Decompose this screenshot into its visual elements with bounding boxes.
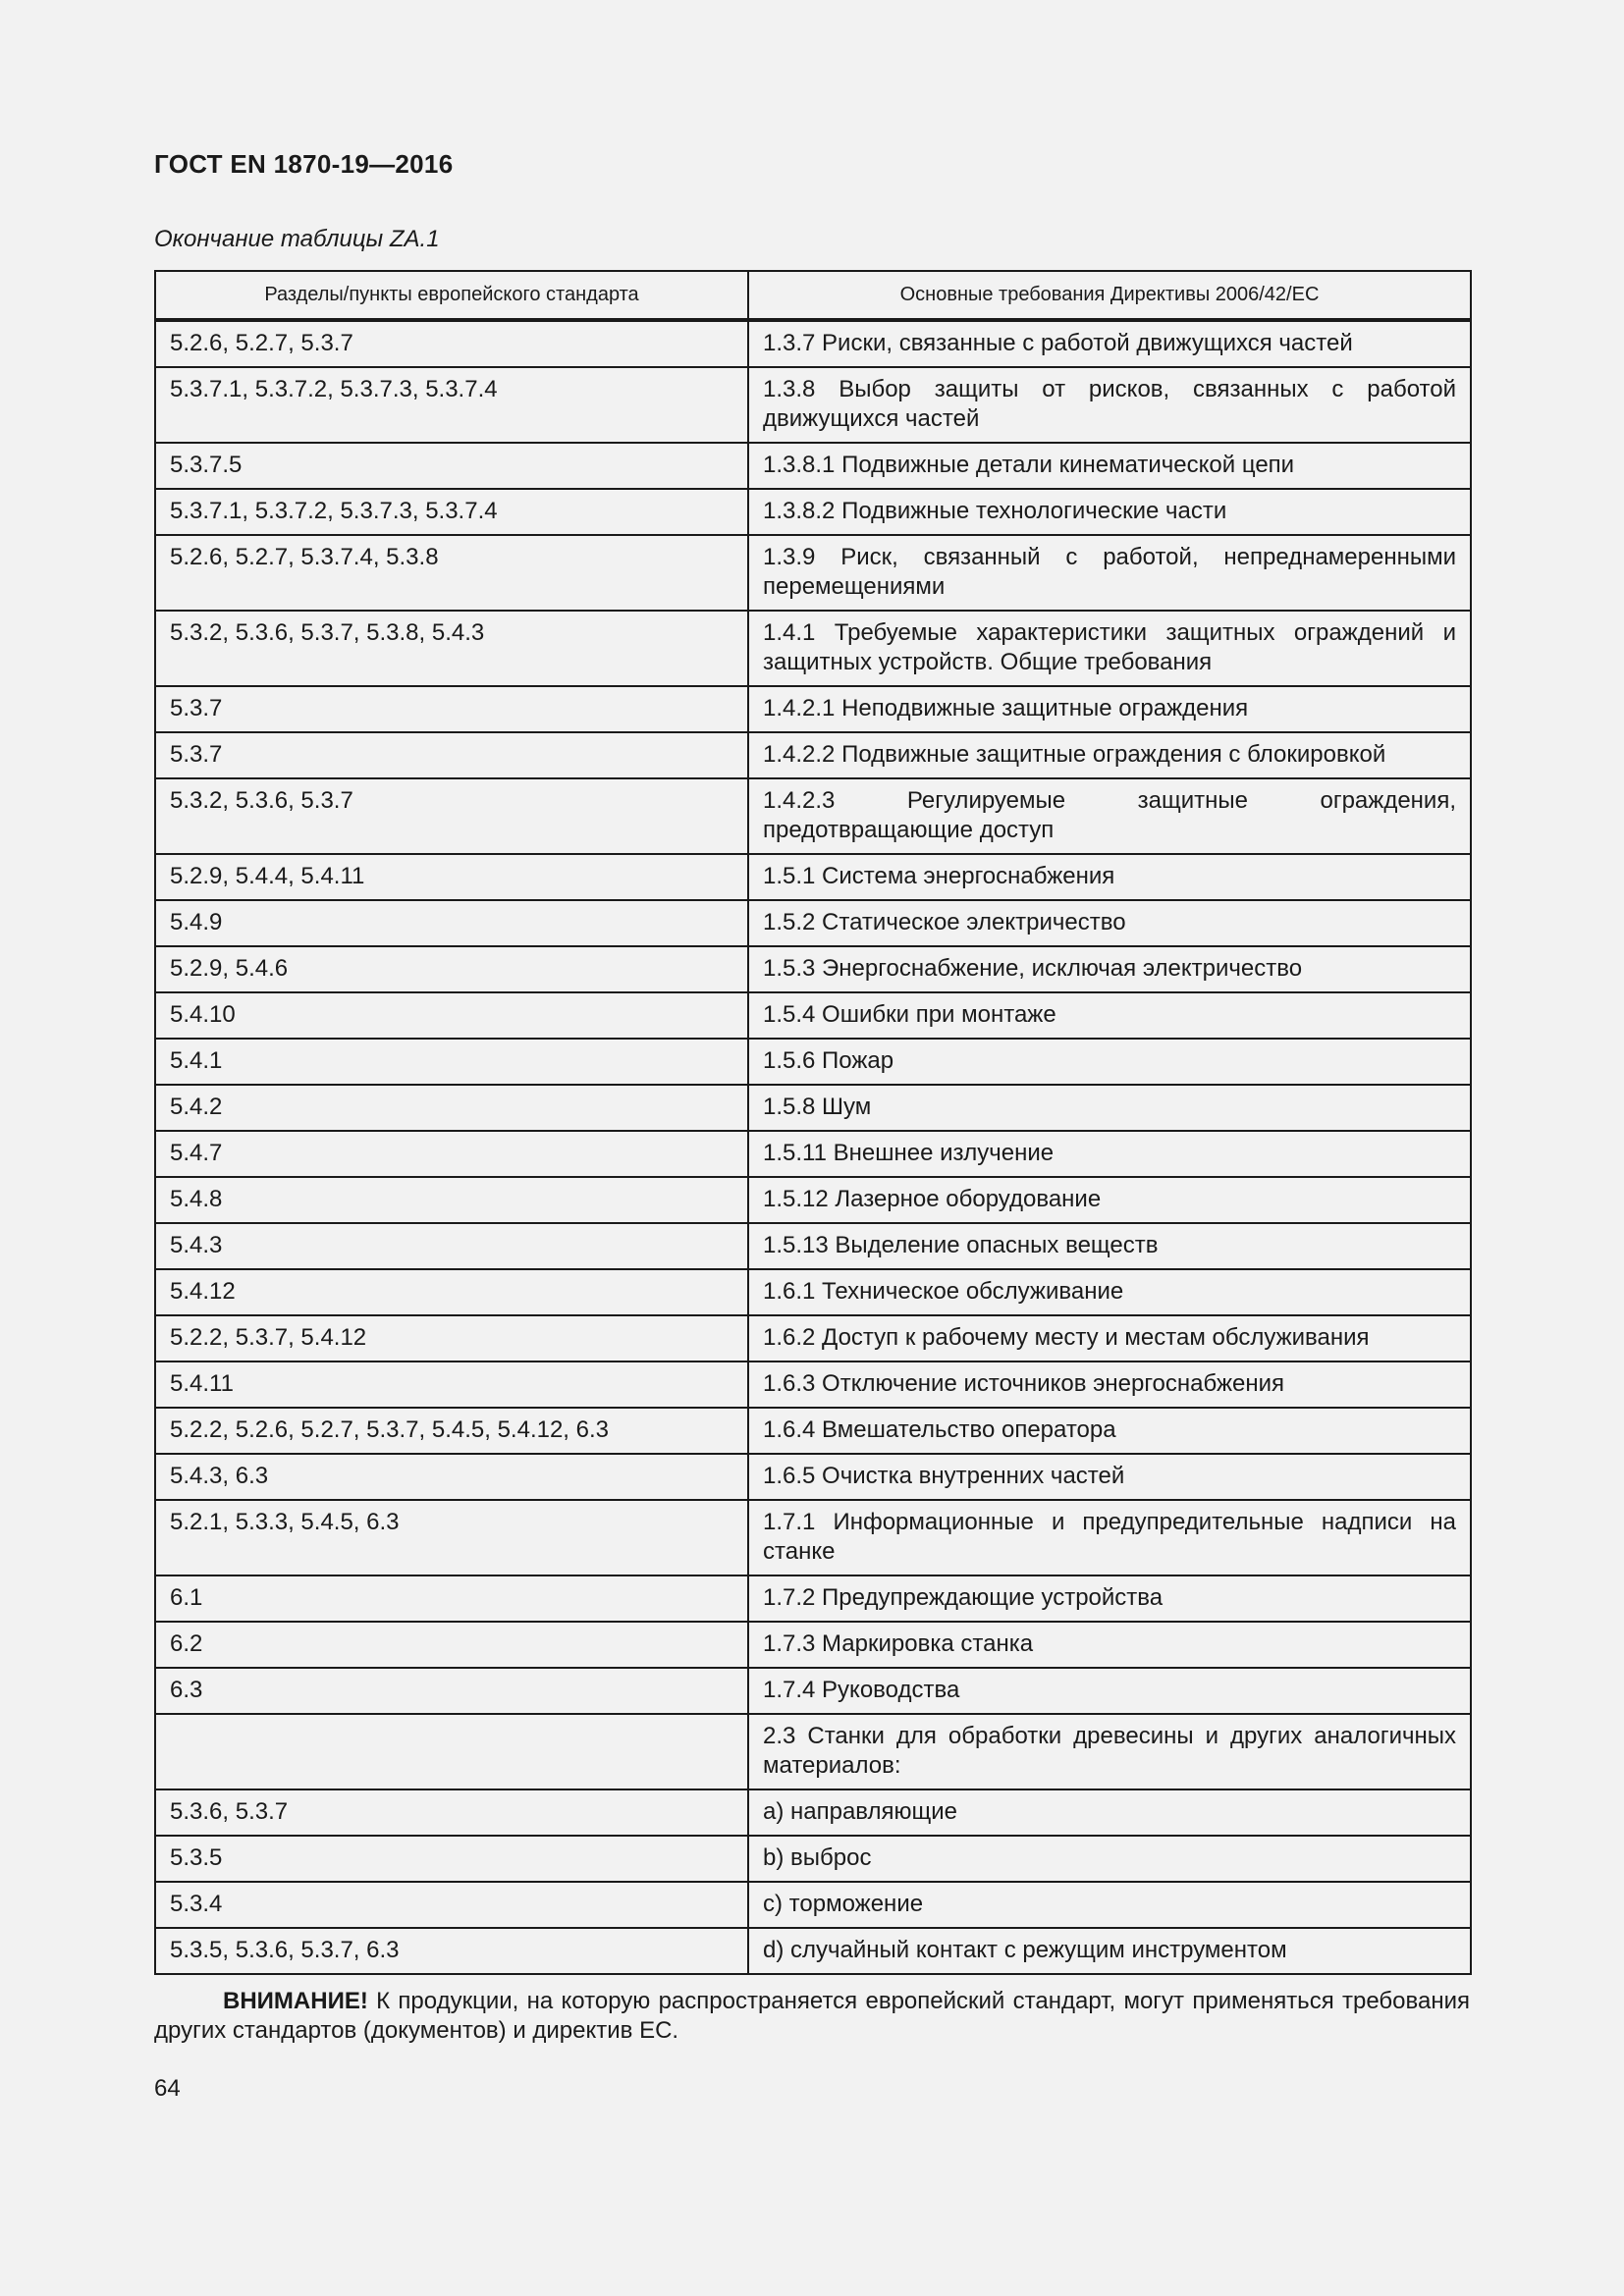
table-row (155, 1836, 1471, 1882)
directive-requirement-cell: 1.5.11 Внешнее излучение (748, 1131, 1471, 1177)
table-row (155, 778, 1471, 854)
directive-requirement-cell: 1.5.4 Ошибки при монтаже (748, 992, 1471, 1039)
table-row (155, 1928, 1471, 1974)
table-row (155, 1668, 1471, 1714)
table-caption: Окончание таблицы ZA.1 (154, 226, 440, 252)
directive-requirement-cell: 1.7.4 Руководства (748, 1668, 1471, 1714)
standard-sections-cell: 5.2.6, 5.2.7, 5.3.7.4, 5.3.8 (155, 535, 748, 611)
table-row (155, 1575, 1471, 1622)
standard-sections-cell: 5.3.2, 5.3.6, 5.3.7 (155, 778, 748, 854)
directive-requirement-cell: 1.4.1 Требуемые характеристики защитных ограждений и защитных устройств. Общие требования (748, 611, 1471, 686)
standard-sections-cell: 5.4.11 (155, 1362, 748, 1408)
standard-sections-cell: 5.2.1, 5.3.3, 5.4.5, 6.3 (155, 1500, 748, 1575)
standard-sections-cell: 5.2.9, 5.4.6 (155, 946, 748, 992)
directive-requirement-cell: 1.5.1 Система энергоснабжения (748, 854, 1471, 900)
directive-requirement-cell: 1.5.13 Выделение опасных веществ (748, 1223, 1471, 1269)
standard-sections-cell: 5.3.7.1, 5.3.7.2, 5.3.7.3, 5.3.7.4 (155, 489, 748, 535)
directive-requirement-cell: 1.4.2.3 Регулируемые защитные ограждения, предотвращающие доступ (748, 778, 1471, 854)
directive-requirement-cell: 1.5.6 Пожар (748, 1039, 1471, 1085)
standard-sections-cell: 5.3.4 (155, 1882, 748, 1928)
page-number: 64 (154, 2075, 181, 2102)
standard-sections-cell: 6.2 (155, 1622, 748, 1668)
directive-requirement-cell: 1.6.1 Техническое обслуживание (748, 1269, 1471, 1315)
standard-sections-cell: 5.3.6, 5.3.7 (155, 1789, 748, 1836)
table-row (155, 535, 1471, 611)
table-row (155, 900, 1471, 946)
table-row (155, 1500, 1471, 1575)
notice-label: ВНИМАНИЕ! (223, 1988, 368, 2014)
table-row (155, 1039, 1471, 1085)
directive-requirement-cell: 1.3.7 Риски, связанные с работой движущихся частей (748, 320, 1471, 367)
directive-requirement-cell: 1.6.5 Очистка внутренних частей (748, 1454, 1471, 1500)
table-row (155, 1269, 1471, 1315)
standard-sections-cell: 5.3.7 (155, 732, 748, 778)
directive-requirement-cell: 1.7.3 Маркировка станка (748, 1622, 1471, 1668)
standard-sections-cell: 6.1 (155, 1575, 748, 1622)
table-row (155, 1454, 1471, 1500)
directive-requirement-cell: 1.5.12 Лазерное оборудование (748, 1177, 1471, 1223)
directive-requirement-cell: 1.6.2 Доступ к рабочему месту и местам обслуживания (748, 1315, 1471, 1362)
directive-requirement-cell: 1.5.8 Шум (748, 1085, 1471, 1131)
directive-requirement-cell: a) направляющие (748, 1789, 1471, 1836)
table-row (155, 1315, 1471, 1362)
table-row (155, 1131, 1471, 1177)
standard-sections-cell: 5.3.2, 5.3.6, 5.3.7, 5.3.8, 5.4.3 (155, 611, 748, 686)
notice-paragraph (154, 1987, 1470, 2046)
table-row (155, 686, 1471, 732)
table-row (155, 1223, 1471, 1269)
table-row (155, 443, 1471, 489)
standard-sections-cell: 5.4.8 (155, 1177, 748, 1223)
standard-sections-cell: 5.4.1 (155, 1039, 748, 1085)
directive-requirement-cell: 1.6.4 Вмешательство оператора (748, 1408, 1471, 1454)
directive-requirement-cell: 1.6.3 Отключение источников энергоснабжения (748, 1362, 1471, 1408)
standard-sections-cell: 5.4.7 (155, 1131, 748, 1177)
directive-requirement-cell: 1.4.2.2 Подвижные защитные ограждения с блокировкой (748, 732, 1471, 778)
standard-sections-cell: 5.4.3 (155, 1223, 748, 1269)
directive-requirement-cell: 2.3 Станки для обработки древесины и других аналогичных материалов: (748, 1714, 1471, 1789)
standard-sections-cell: 5.4.2 (155, 1085, 748, 1131)
directive-requirement-cell: b) выброс (748, 1836, 1471, 1882)
directive-requirement-cell: 1.5.2 Статическое электричество (748, 900, 1471, 946)
directive-requirement-cell: 1.5.3 Энергоснабжение, исключая электричество (748, 946, 1471, 992)
column-header-requirements: Основные требования Директивы 2006/42/ЕС (748, 271, 1471, 320)
table-row (155, 854, 1471, 900)
table-row (155, 320, 1471, 367)
table-container (154, 270, 1470, 1975)
table-row (155, 367, 1471, 443)
table-row (155, 732, 1471, 778)
standard-sections-cell: 5.2.9, 5.4.4, 5.4.11 (155, 854, 748, 900)
table-row (155, 1714, 1471, 1789)
standard-sections-cell: 5.3.7 (155, 686, 748, 732)
standard-sections-cell: 5.3.7.1, 5.3.7.2, 5.3.7.3, 5.3.7.4 (155, 367, 748, 443)
directive-requirement-cell: 1.3.9 Риск, связанный с работой, непреднамеренными перемещениями (748, 535, 1471, 611)
directive-requirement-cell: 1.3.8.2 Подвижные технологические части (748, 489, 1471, 535)
directive-requirement-cell: c) торможение (748, 1882, 1471, 1928)
table-row (155, 1085, 1471, 1131)
table-row (155, 489, 1471, 535)
standard-sections-cell: 5.4.10 (155, 992, 748, 1039)
table-row (155, 1177, 1471, 1223)
directive-requirement-cell: 1.4.2.1 Неподвижные защитные ограждения (748, 686, 1471, 732)
table-row (155, 992, 1471, 1039)
notice-text: К продукции, на которую распространяется европейский стандарт, могут применяться требования других стандартов (документов) и директив ЕС. (154, 1988, 1470, 2044)
table-row (155, 1622, 1471, 1668)
standard-sections-cell: 5.4.12 (155, 1269, 748, 1315)
directive-requirement-cell: 1.3.8.1 Подвижные детали кинематической цепи (748, 443, 1471, 489)
table-row (155, 946, 1471, 992)
directive-requirement-cell: d) случайный контакт с режущим инструментом (748, 1928, 1471, 1974)
table-row (155, 1882, 1471, 1928)
table-row (155, 1362, 1471, 1408)
table-body (155, 320, 1471, 1974)
directive-requirement-cell: 1.7.2 Предупреждающие устройства (748, 1575, 1471, 1622)
standard-sections-cell: 5.4.3, 6.3 (155, 1454, 748, 1500)
standard-sections-cell: 5.3.7.5 (155, 443, 748, 489)
requirements-table (154, 270, 1472, 1975)
table-header-row (155, 271, 1471, 320)
document-header: ГОСТ EN 1870-19—2016 (154, 149, 454, 179)
table-row (155, 1408, 1471, 1454)
standard-sections-cell: 5.3.5 (155, 1836, 748, 1882)
standard-sections-cell: 5.2.6, 5.2.7, 5.3.7 (155, 320, 748, 367)
standard-sections-cell: 5.2.2, 5.3.7, 5.4.12 (155, 1315, 748, 1362)
standard-sections-cell: 6.3 (155, 1668, 748, 1714)
standard-sections-cell: 5.3.5, 5.3.6, 5.3.7, 6.3 (155, 1928, 748, 1974)
standard-sections-cell: 5.4.9 (155, 900, 748, 946)
standard-sections-cell: 5.2.2, 5.2.6, 5.2.7, 5.3.7, 5.4.5, 5.4.12, 6.3 (155, 1408, 748, 1454)
table-row (155, 611, 1471, 686)
table-row (155, 1789, 1471, 1836)
directive-requirement-cell: 1.3.8 Выбор защиты от рисков, связанных с работой движущихся частей (748, 367, 1471, 443)
standard-sections-cell (155, 1714, 748, 1789)
directive-requirement-cell: 1.7.1 Информационные и предупредительные надписи на станке (748, 1500, 1471, 1575)
column-header-sections: Разделы/пункты европейского стандарта (155, 271, 748, 320)
